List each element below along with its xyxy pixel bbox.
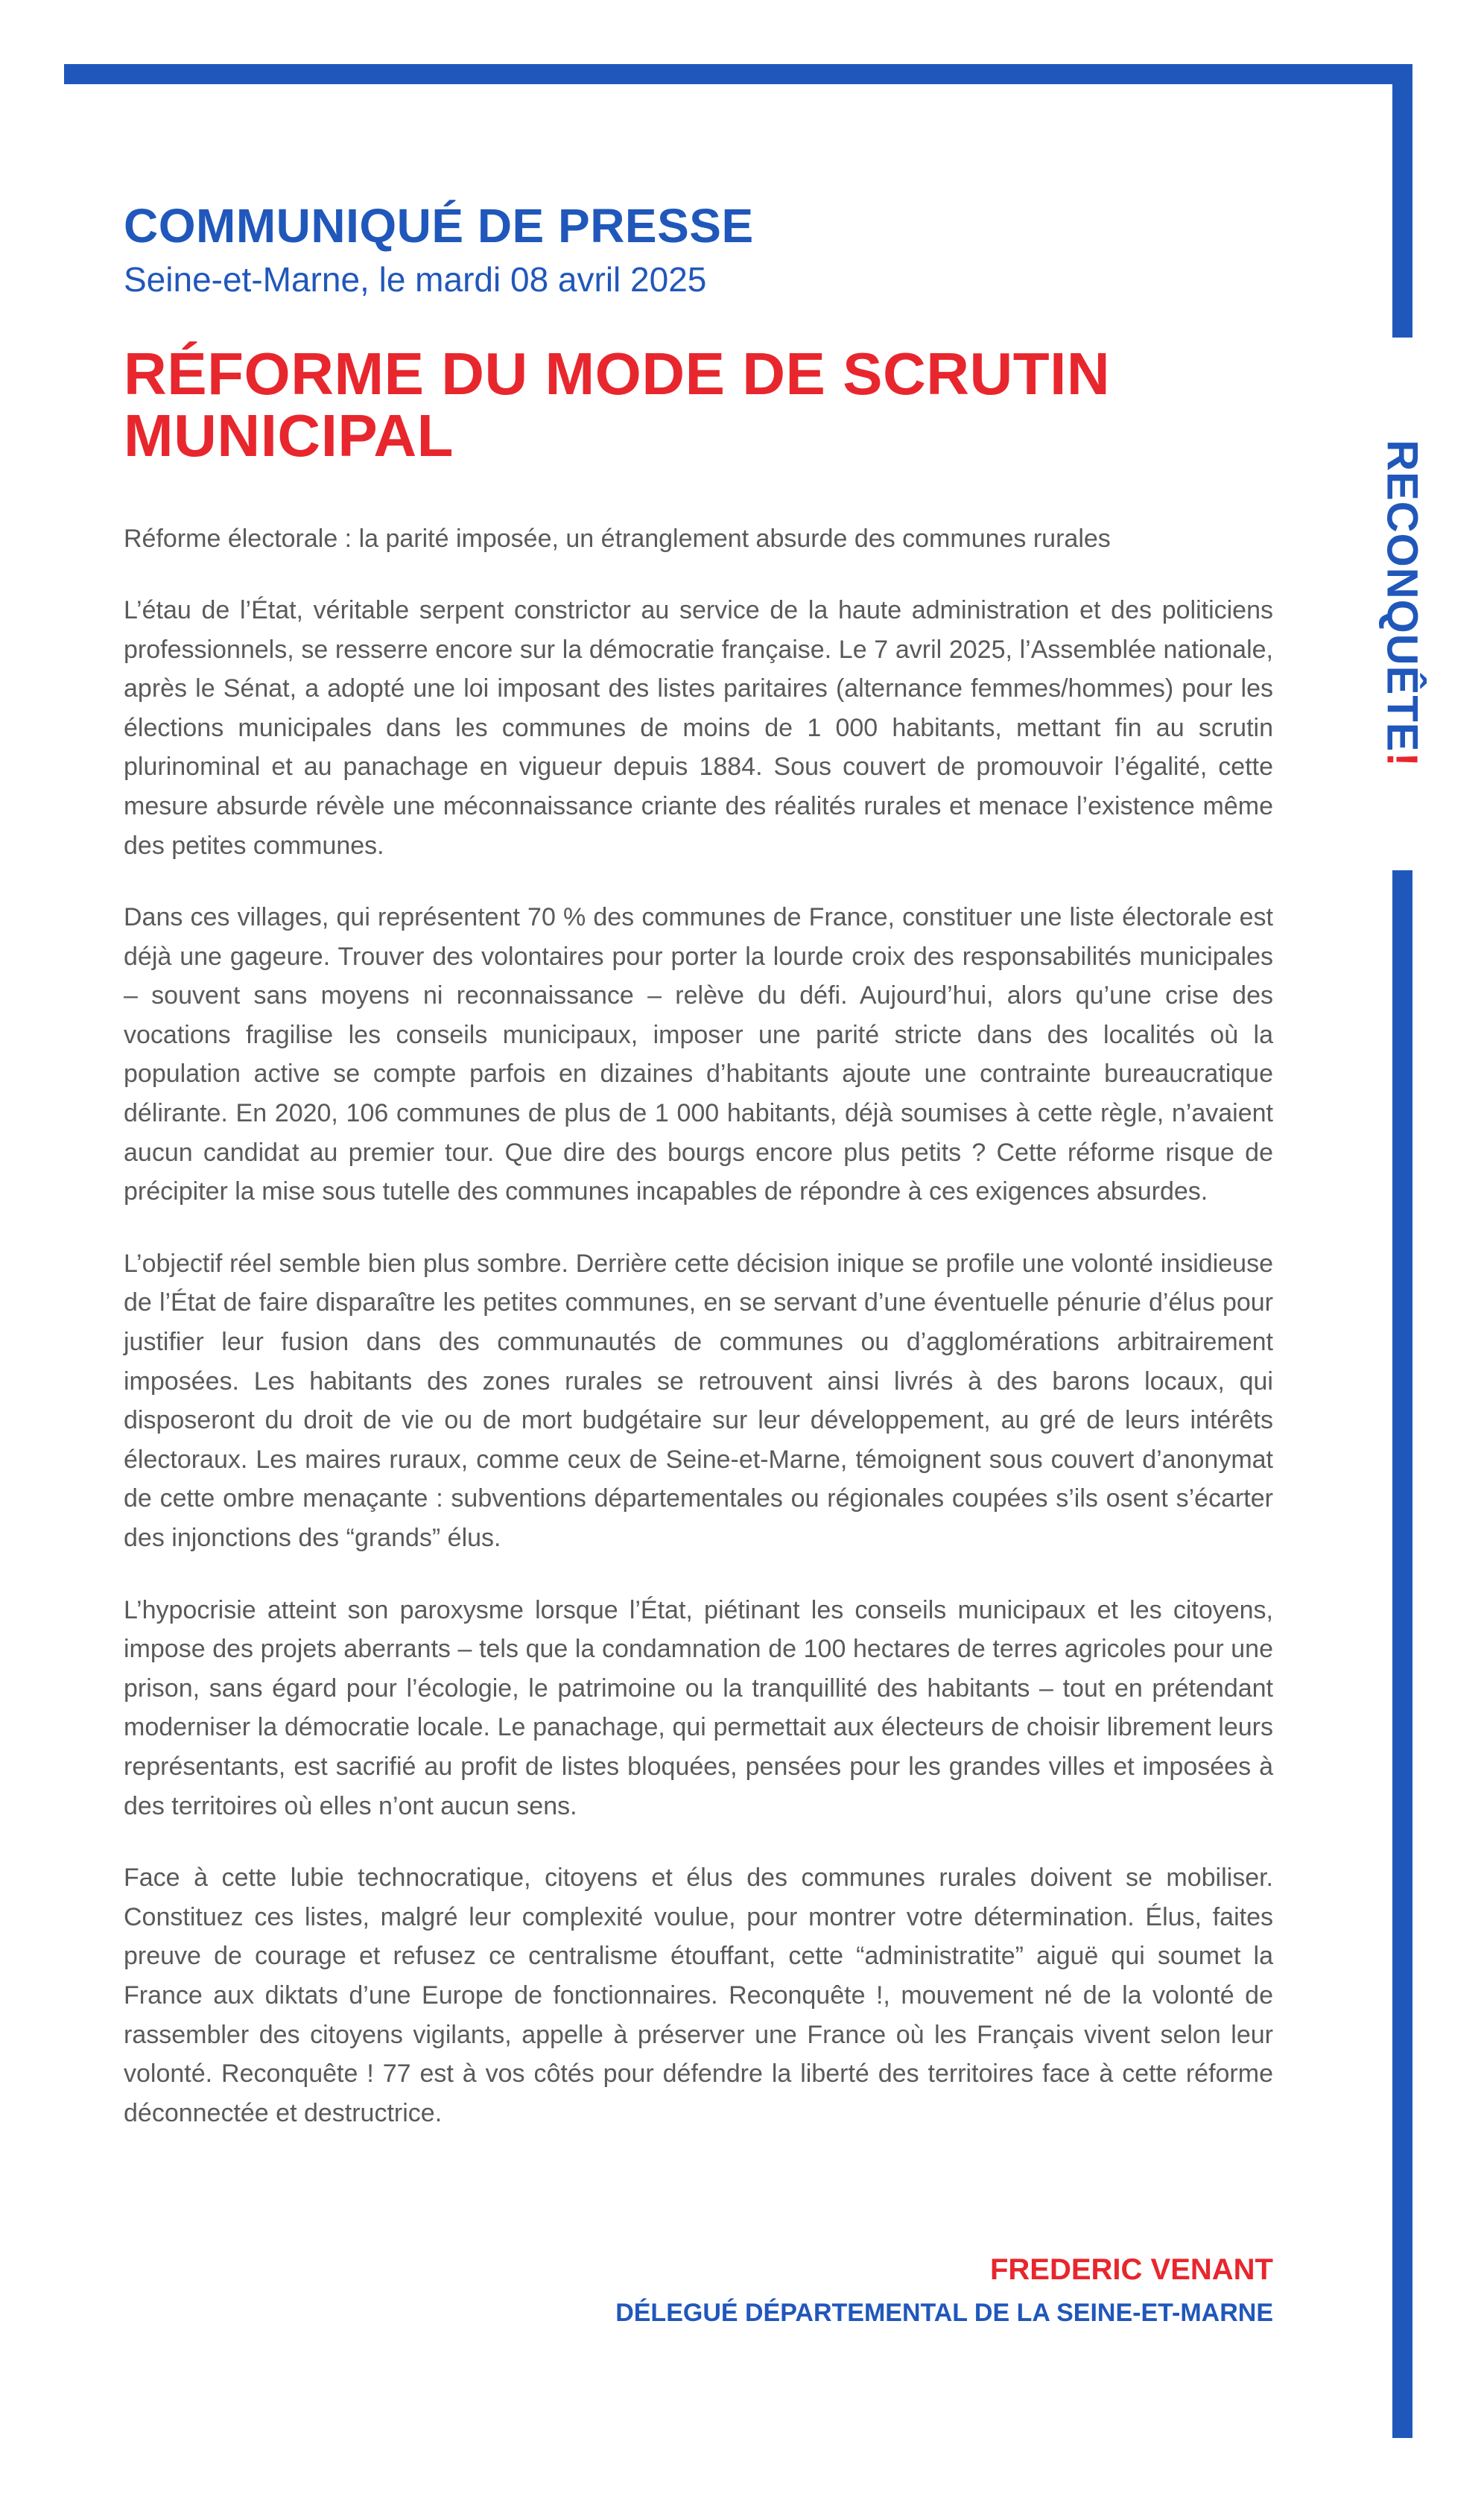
dateline: Seine-et-Marne, le mardi 08 avril 2025 — [124, 260, 707, 300]
logo-exclamation-mark: ! — [1377, 752, 1427, 767]
reconquete-logo — [1377, 440, 1427, 767]
body-paragraph-3: L’objectif réel semble bien plus sombre. Derrière cette décision inique se profile une volonté insidieuse de l’État de faire disparaître les petites communes, en se servant d’une éventuelle pénurie d’élus pour justifier leur fusion dans des communautés de communes ou d’agglomérations arbitrairement imposées. Les habitants des zones rurales se retrouvent ainsi livrés à des barons locaux, qui disposeront du droit de vie ou de mort budgétaire sur leur développement, au gré de leurs intérêts électoraux. Les maires ruraux, comme ceux de Seine-et-Marne, témoignent sous couvert d’anonymat de cette ombre menaçante : subventions départementales ou régionales coupées s’ils osent s’écarter des injonctions des “grands” élus. — [124, 1249, 1273, 1553]
document-type-label: COMMUNIQUÉ DE PRESSE — [124, 199, 754, 253]
frame-bar-top — [64, 64, 1412, 84]
headline-line-2: MUNICIPAL — [124, 402, 454, 469]
body-paragraph-1: L’étau de l’État, véritable serpent constrictor au service de la haute administration et des politiciens professionnels, se resserre encore sur la démocratie française. Le 7 avril 2025, l’Assemblée nationale, après le Sénat, a adopté une loi imposant des listes paritaires (alternance femmes/hommes) pour les élections municipales dans les communes de moins de 1 000 habitants, mettant fin au scrutin plurinominal et au panachage en vigueur depuis 1884. Sous couvert de promouvoir l’égalité, cette mesure absurde révèle une méconnaissance criante des réalités rurales et menace l’existence même des petites communes. — [124, 595, 1273, 860]
headline-line-1: RÉFORME DU MODE DE SCRUTIN — [124, 340, 1111, 407]
signatory-title: DÉLEGUÉ DÉPARTEMENTAL DE LA SEINE-ET-MARNE — [615, 2299, 1273, 2327]
logo-text: RECONQUÊTE — [1377, 440, 1427, 753]
signatory-name: FREDERIC VENANT — [989, 2253, 1273, 2286]
headline — [124, 340, 1273, 469]
signature-block — [615, 2250, 1273, 2329]
frame-bar-right-upper — [1392, 64, 1412, 338]
body-paragraph-5: Face à cette lubie technocratique, citoyens et élus des communes rurales doivent se mobiliser. Constituez ces listes, malgré leur complexité voulue, pour montrer votre détermination. Élus, faites preuve de courage et refusez ce centralisme étouffant, cette “administratite” aiguë qui soumet la France aux diktats d’une Europe de fonctionnaires. Reconquête !, mouvement né de la volonté de rassembler des citoyens vigilants, appelle à préserver une France où les Français vivent selon leur volonté. Reconquête ! 77 est à vos côtés pour défendre la liberté des territoires face à cette réforme déconnectée et destructrice. — [124, 1864, 1273, 2127]
body-paragraph-4: L’hypocrisie atteint son paroxysme lorsque l’État, piétinant les conseils municipaux et les citoyens, impose des projets aberrants – tels que la condamnation de 100 hectares de terres agricoles pour une prison, sans égard pour l’écologie, le patrimoine ou la tranquillité des habitants – tout en prétendant moderniser la démocratie locale. Le panachage, qui permettait aux électeurs de choisir librement leurs représentants, est sacrifié au profit de listes bloquées, pensées pour les grandes villes et imposées à des territoires où elles n’ont aucun sens. — [124, 1595, 1273, 1820]
lead-paragraph: Réforme électorale : la parité imposée, un étranglement absurde des communes rurales — [124, 524, 1111, 553]
frame-bar-right-lower — [1392, 870, 1412, 2438]
body-paragraph-2: Dans ces villages, qui représentent 70 % des communes de France, constituer une liste électorale est déjà une gageure. Trouver des volontaires pour porter la lourde croix des responsabilités municipales – souvent sans moyens ni reconnaissance – relève du défi. Aujourd’hui, alors qu’une crise des vocations fragilise les conseils municipaux, imposer une parité stricte dans des localités où la population active se compte parfois en dizaines d’habitants ajoute une contrainte bureaucratique délirante. En 2020, 106 communes de plus de 1 000 habitants, déjà soumises à cette règle, n’avaient aucun candidat au premier tour. Que dire des bourgs encore plus petits ? Cette réforme risque de précipiter la mise sous tutelle des communes incapables de répondre à ces exigences absurdes. — [124, 903, 1273, 1206]
press-release-content — [124, 200, 1273, 2133]
